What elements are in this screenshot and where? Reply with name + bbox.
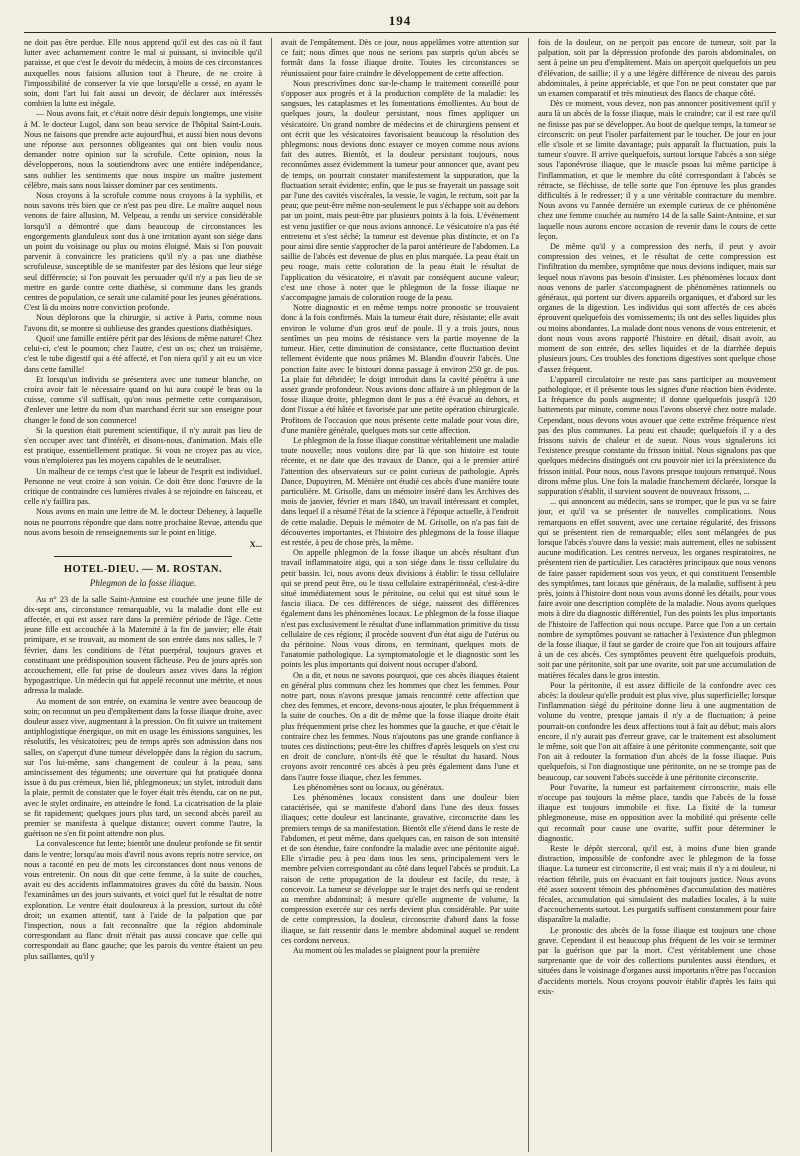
article-columns <box>24 38 776 1152</box>
paragraph: Nous prescrivîmes donc sur-le-champ le traitement conseillé pour s'opposer aux progrès et à la production complète de la maladie: les sangsues, les cataplasmes et les fomentations émollientes. Au bout de quelques jours, la douleur persistant, nous fîmes appliquer un vésicatoire. Un grand nombre de médecins et de chirurgiens pensent et ont écrit que les vésicatoires favorisaient beaucoup la résolution des phlegmons: nous devions donc essayer ce moyen comme nous avions fait des autres. Bientôt, et la douleur persistant toujours, nous reconnûmes assez évidemment la tumeur pour annoncer que, avant peu de temps, on pourrait constater manifestement la suppuration, que la fluctuation serait évidente; enfin, que le pus se frayerait un passage soit par l'une des cavités viscérales, la vessie, le vagin, le rectum, soit par la peau; que peut-être même non-seulement le pus s'échappe soit au dehors par un point, mais peut-être par plusieurs points à la fois. L'événement est venu justifier ce que nous avions annoncé. Le vésicatoire n'a pas été entretenu et s'est séché; la tumeur est devenue plus distincte, et on l'a pour ainsi dire sentie s'approcher de la paroi antérieure de l'abdomen. La saillie de l'abcès est devenue de plus en plus marquée. La peau était un peu rouge, mais cette coloration de la peau était le résultat de l'application du vésicatoire, et n'avait par conséquent aucune valeur; c'est une chose à noter que le phlegmon de la fosse iliaque ne s'accompagne jamais de coloration rouge de la peau. <box>281 78 519 303</box>
paragraph: Nous croyons à la scrofule comme nous croyons à la syphilis, et nous savons très bien que ce n'est pas peu dire. Le maître auquel nous venons de faire allusion, M. Velpeau, a rendu un service considérable lorsqu'il a démontré que dans beaucoup de circonstances les engorgements glanduleux sont dus à une irritation ayant son siége dans un point du voisinage ou plus ou moins éloigné. Mais si l'on pouvait parvenir à convaincre les praticiens qu'il n'y a pas une diathèse scrofuleuse, susceptible de se manifester par des lésions que leur siége seul différencie; si l'on pouvait les persuader qu'il n'y a pas lieu de se mettre en garde contre cette diathèse, si commune dans les grands centres de population, ce serait une calamité pour les jeunes générations. C'est là du moins notre conviction profonde. <box>24 191 262 313</box>
paragraph: Reste le dépôt stercoral, qu'il est, à moins d'une bien grande distraction, impossible de confondre avec le phlegmon de la fosse iliaque. La tumeur est circonscrite, il est vrai; mais il n'y a ni douleur, ni réaction fébrile, puis on évacuant en fait toujours justice. Nous avons été assez souvent témoin des phénomènes d'accumulation des matières fécales, accumulation qui simulaient des maladies locales, à la suite d'accouchements surtout. Les purgatifs suffisent constamment pour faire disparaître la maladie. <box>538 844 776 925</box>
column-1 <box>24 38 262 1152</box>
paragraph: Pour l'ovarite, la tumeur est parfaitement circonscrite, mais elle n'occupe pas toujours la même place, tandis que l'abcès de la fosse iliaque est toujours immobile et fixe. La fixité de la tumeur phlegmoneuse, mise en opposition avec la mobilité qui présente celle qui reconnaît pour cause une ovarite, suffit pour déterminer le diagnostic. <box>538 782 776 843</box>
paragraph: Le phlegmon de la fosse iliaque constitue véritablement une maladie toute nouvelle; nous voulons dire par là que son histoire est toute récente, et ne date que des travaux de Dance, qui a le premier attiré l'attention des observateurs sur ce point curieux de pathologie. Après Dance, Dupuytren, M. Ménière ont étudié ces abcès d'une manière toute particulière. M. Grisolle, dans un mémoire inséré dans les Archives des mois de janvier, février et mars 1840, un travail intéressant et complet, dans lequel il a résumé l'état de la science à l'époque actuelle, à l'endroit de cette maladie. Depuis le mémoire de M. Grisolle, on n'a pas fait de découvertes importantes, et l'histoire des phlegmons de la fosse iliaque est restée, à peu de chose près, la même. <box>281 435 519 547</box>
paragraph: Nous avons en main une lettre de M. le docteur Debeney, à laquelle nous ne pourrons répondre que dans notre prochaine Revue, attendu que nous avons besoin de renseignements sur le point en litige. <box>24 507 262 537</box>
page-number: 194 <box>388 13 412 28</box>
paragraph: L'appareil circulatoire ne reste pas sans participer au mouvement pathologique, et il présente tous les signes d'une réaction bien évidente. La fréquence du pouls augmente; il donne quelquefois jusqu'à 120 battements par minute, comme nous l'avons observé chez notre malade. Cependant, nous devons vous avouer que cette extrême fréquence n'est pas des plus communes. La peau est chaude; quelquefois il y a des frissons suivis de chaleur et de sueur. Nous vous signalerons ici l'existence presque constante du frisson initial. Nous signalons pas que quelques médecins distingués ont cru pouvoir nier ici la préexistence du frisson initial. Pour nous, nous l'avons presque toujours remarqué. Nous dirons même plus. Une fois la maladie franchement déclarée, lorsque la suppuration s'établit, il survient souvent de nouveaux frissons, ... <box>538 374 776 496</box>
paragraph: Les phénomènes locaux consistent dans une douleur bien caractérisée, qui se manifeste d'abord dans l'une des deux fosses iliaques; cette douleur est lancinante, gravative, circonscrite dans les premiers temps de sa manifestation. Bientôt elle s'étend dans le reste de l'abdomen, et peut même, dans quelques cas, en raison de son intensité et de son étendue, faire confondre la maladie avec une péritonite aiguë. Elle s'irradie peu à peu dans tous les sens, principalement vers le membre pelvien correspondant au côté dans lequel l'abcès se produit. La raison de cette propagation de la douleur est facile, du reste, à concevoir. La tumeur se développe sur le trajet des nerfs qui se rendent au membre abdominal; à mesure qu'elle augmente de volume, la compression exercée sur ces nerfs devient plus considérable. Par suite de cette compression, la douleur, circonscrite d'abord dans la fosse iliaque, se fait ressentir dans le membre abdominal auquel se rendent ces cordons nerveux. <box>281 793 519 945</box>
paragraph: Au moment où les malades se plaignent pour la première <box>293 946 480 956</box>
paragraph: On appelle phlegmon de la fosse iliaque un abcès résultant d'un travail inflammatoire aigu, qui a son siége dans le tissu cellulaire du petit bassin. Ici, nous avons deux divisions à établir: le tissu cellulaire qui se prend peut être, ou le tissu cellulaire extrapéritonéal, c'est-à-dire situé immédiatement sous le péritoine, ou celui qui est situé sous le fascia iliaca. De ces différences de siége, naissent des différences également dans les phénomènes locaux. Le phlegmon de la fosse iliaque n'est pas exclusivement le résultat d'une inflammation primitive du tissu cellulaire de ces régions; il procède souvent d'un état aigu de l'utérus ou du péritoine. Nous vous dirons, en terminant, quelques mots de l'anatomie pathologique. La symptomatologie et le diagnostic sont les points les plus importants qui doivent nous occuper d'abord. <box>281 548 519 670</box>
paragraph: Le pronostic des abcès de la fosse iliaque est toujours une chose grave. Cependant il est beaucoup plus fréquent de les voir se terminer par la guérison que par la mort. C'est véritablement une chose surprenante que de voir des collections purulentes aussi étendues, et situées dans le voisinage d'organes aussi importants n'être pas l'occasion d'accidents mortels. Nous croyons pouvoir établir d'après les faits qui exis- <box>538 925 776 996</box>
author-signature: X... <box>249 539 262 549</box>
page-header <box>24 10 776 33</box>
paragraph: De même qu'il y a compression des nerfs, il peut y avoir compression des veines, et le résultat de cette compression est l'infiltration du membre, symptôme que nous devions indiquer, mais sur lequel nous n'avons pas besoin d'insister. Les phénomènes locaux dont nous venons de parler s'accompagnent de phénomènes rationnels ou généraux, qui portent sur divers appareils organiques, et d'abord sur les organes de la digestion. Les individus qui sont affectés de ces abcès éprouvent quelquefois des vomissements; ils ont des selles liquides plus ou moins abondantes. La malade dont nous venons de vous entretenir, et dont nous vous avons rapporté l'histoire en détail, disait avoir, au moment de son entrée, des selles liquides et de la diarrhée depuis plusieurs jours. Ces troubles des fonctions digestives sont quelque chose d'assez fréquent. <box>538 242 776 374</box>
paragraph: fois de la douleur, on ne perçoit pas encore de tumeur, soit par la palpation, soit par la dépression profonde des parois abdominales, on sent à peine un peu d'empâtement. Mais on aperçoit quelquefois un peu d'élévation, de saillie; il y a une légère différence de niveau des parois abdominales, à peine appréciable, et que l'on ne peut constater que par un examen comparatif et très minutieux des flancs de chaque côté. <box>538 38 776 99</box>
section-title: HOTEL-DIEU. — M. ROSTAN. <box>63 564 223 576</box>
paragraph: On a dit, et nous ne savons pourquoi, que ces abcès iliaques étaient en général plus communs chez les hommes que chez les femmes. Pour notre part, nous n'avons presque jamais rencontré cette affection que chez des femmes, et encore, devons-nous ajouter, le plus fréquemment à la suite de couches. On a dit de même que la fosse iliaque droite était plus fréquemment prise chez les hommes que la gauche, et que c'était le contraire chez les femmes. Nous n'ajoutons pas une grande confiance à toutes ces distinctions; peut-être les chiffres d'après lesquels on s'est cru en droit de conclure, n'ont-ils été que le résultat du hasard. Nous croyons avoir rencontré ces abcès à peu près également dans l'une et dans l'autre fosse iliaque, chez les femmes. <box>281 670 519 782</box>
paragraph: avait de l'empâtement. Dès ce jour, nous appelâmes votre attention sur ce fait; nous dîmes que nous ne serions pas surpris qu'un abcès se formât dans la fosse iliaque droite. Toutes les circonstances se réunissaient pour faire craindre le développement de cette affection. <box>281 38 519 78</box>
column-divider <box>528 38 529 1152</box>
paragraph: Quoi! une famille entière périt par des lésions de même nature! Chez celui-ci, c'est le poumon; chez l'autre, c'est un os; chez un troisième, c'est le tube digestif qui a été affecté, et l'on niera qu'il y ait eu un vice dans cette famille! <box>24 333 262 374</box>
paragraph: Au n° 23 de la salle Saint-Antoine est couchée une jeune fille de dix-sept ans, circonstance remarquable, vu la maladie dont elle est affectée, et qui est assez rare dans la première période de l'âge. Cette jeune fille est accouchée à la Maternité à la fin de janvier; elle était primipare, et se trouvait, au moment de son entrée dans nos salles, le 7 février, dans les conditions de l'état puerpéral, toujours graves et constituant une prédisposition souvent fâcheuse. Peu de jours après son accouchement, elle fut prise de douleurs assez vives dans la région hypogastrique. Un médecin qui fut appelé reconnut une métrite, et nous adressa la malade. <box>24 594 262 696</box>
paragraph: Et lorsqu'un individu se présentera avec une tumeur blanche, on croira avoir fait le nécessaire quand on lui aura coupé le bras ou la cuisse, comme s'il suffisait, qu'on nous permette cette comparaison, d'enlever une lettre du nom d'un marchand écrit sur son enseigne pour changer le fond de son commerce! <box>24 374 262 425</box>
paragraph: Au moment de son entrée, on examina le ventre avec beaucoup de soin; on reconnut un peu d'empâtement dans la fosse iliaque droite, avec douleur assez vive, augmentant à la pression. On fit suivre un traitement antiphlogistique énergique, on mit en usage les émissions sanguines, les résolutifs, les vésicatoires; peu de temps après son admission dans nos salles, on s'aperçut d'une tumeur développée dans la région du sacrum, sur l'os lui-même, sans changement de couleur à la peau, sans amincissement des téguments; une ouverture qui fut pratiquée donna issue à du pus crémeux, bien lié, phlegmoneux; un stylet, introduit dans la plaie, permit de constater que le foyer était très étendu, car on ne put, avec le stylet ordinaire, en atteindre le fond. La cicatrisation de la plaie se fit rapidement; quelques jours plus tard, un second abcès pareil au premier se manifesta à quelque distance; ouvert comme l'autre, la guérison ne s'en fit point attendre non plus. <box>24 696 262 839</box>
paragraph: Pour la péritonite, il est assez difficile de la confondre avec ces abcès: la douleur qu'elle produit est plus vive, plus superficielle; lorsque l'inflammation siégé du péritoine donne lieu à une augmentation de volume du ventre, presque jamais il n'y a de fluctuation; à peine pourrait-on confondre les deux affections tout à fait au début; mais alors encore, il n'y aurait pas d'erreur grave, car le traitement est absolument le même, soit que l'on ait affaire à une péritonite commençante, soit que l'on ait à redouter la formation d'un abcès de la fosse iliaque. Puis quelquefois, si l'on diagnostique une péritonite, on ne se trompe pas de beaucoup, car souvent l'abcès succède à une péritonite circonscrite. <box>538 680 776 782</box>
paragraph: Dès ce moment, vous devez, non pas annoncer positivement qu'il y aura là un abcès de la fosse iliaque, mais le craindre; car il est rare qu'il ne finisse pas par se développer. Au bout de quelque temps, la tumeur se circonscrit: on peut l'isoler parfaitement par le toucher. De jour en jour elle s'isole et se limite davantage; puis apparaît la fluctuation, puis la tumeur s'ouvre. Il arrive quelquefois, surtout lorsque l'abcès a son siége sous l'aponévrose iliaque, que le muscle psoas lui même participe à l'inflammation, et que le membre du côté correspondant à l'abcès se rétracte, se fléchisse, de telle sorte que l'on éprouve les plus grandes difficultés à le redresser; il y a une véritable contracture du membre. Nous avons vu l'année dernière un exemple curieux de ce phénomène chez une femme couchée au numéro 14 de la salle Saint-Antoine, et sur laquelle nous aurons encore occasion de revenir dans le cours de cette leçon. <box>538 99 776 241</box>
section-divider <box>54 556 232 557</box>
section-subtitle: Phlegmon de la fosse iliaque. <box>89 578 197 589</box>
paragraph: Les phénomènes sont ou locaux, ou généraux. <box>293 782 444 792</box>
paragraph: Nous déplorons que la chirurgie, si active à Paris, comme nous l'avons dit, se montre si oublieuse des grandes questions diathésiques. <box>24 313 262 333</box>
paragraph: Un malheur de ce temps c'est que le labeur de l'esprit est individuel. Personne ne veut croire à son voisin. Ce doit être donc l'œuvre de la critique de contraindre ces lumières rivales à se rejoindre en faisceau, et celle n'y faillira pas. <box>24 466 262 507</box>
column-divider <box>271 38 272 1152</box>
paragraph: ... qui annoncent au médecin, sans se tromper, que le pus va se faire jour, et qu'il va se présenter de nouvelles complications. Nous remarquons en effet souvent, avec une certaine régularité, des frissons qui se présentent rien de remarquable; elles sont mélangées de pus lorsque l'abcès s'ouvre dans la vessie: mais autrement, elles ne subissent aucune modification. Les centres nerveux, les organes respiratoires, ne présentent rien de particulier. Les caractères principaux que nous venons de faire passer rapidement sous vos yeux, et qui constituent l'ensemble des symptômes, tant locaux que généraux, de la maladie, suffisent à peu près, joints à l'histoire dont nous vous avons donné les détails, pour vous faire avoir une description complète de la maladie. Nous avons quelques mots à dire du diagnostic différentiel, l'un des points les plus importants de l'histoire de l'affection qui nous occupe. Parce que l'on a un certain nombre de symptômes pouvant se rattacher à l'existence d'un phlegmon de la fosse iliaque, il faut se garder de croire que l'on ait toujours affaire à un de ces abcès. Ces symptômes peuvent être quelquefois produits, soit par une péritonite, soit par une ovarite, soit par une accumulation de matières fécales dans le gros intestin. <box>538 497 776 680</box>
paragraph: Si la question était purement scientifique, il n'y aurait pas lieu de s'en occuper avec tant d'intérêt, et disons-nous, d'animation. Mais elle est pratique, essentiellement pratique. Si vous ne croyez pas au vice, vous n'emploierez pas les moyens capables de le neutraliser. <box>24 425 262 466</box>
column-3 <box>538 38 776 1152</box>
paragraph: — Nous avons fait, et c'était notre désir depuis longtemps, une visite à M. le docteur Lugol, dans son beau service de l'hôpital Saint-Louis. Nous ne faisons que prendre acte aujourd'hui, et aussi bien nous devons une réponse aux personnes obligeantes qui ont bien voulu nous demander notre opinion sur la scrofule. Cette opinion, nous la développerons, nous la soutiendrons avec une entière indépendance, sans oublier les sentiments que nous inspire un maître justement célèbre, mais sans nous laisser dominer par ces sentiments. <box>24 109 262 190</box>
paragraph: Notre diagnostic et en même temps notre pronostic se trouvaient donc à la fois confirmés. Mais la tumeur était dure, résistante; elle avait environ le volume d'un gros œuf de poule. Il y a trois jours, nous sentîmes un peu moins de résistance vers la partie moyenne de la tumeur. Hier, cette diminution de consistance, cette fluctuation devint tellement évidente que nous priâmes M. Blandin d'ouvrir l'abcès. Une ponction faite avec le bistouri donna passage à environ 250 gr. de pus. La plaie fut débridée; le doigt introduit dans la cavité pénétra à une assez grande profondeur. Nous avions donc affaire à un phlegmon de la fosse iliaque droite, phlegmon dont le pus a été évacué au dehors, et dont l'issue a été hâtée et favorisée par une petite opération chirurgicale. Profitons de l'occasion que nous présente cette malade pour vous dire, d'une manière générale, quelques mots sur cette affection. <box>281 303 519 435</box>
paragraph: La convalescence fut lente; bientôt une douleur profonde se fit sentir dans le ventre; lorsqu'au mois d'avril nous avons repris notre service, on nous a raconté en peu de mots les circonstances dont nous venons de vous entretenir. On nous dit que cette femme, à la suite de couches, avait eu des accidents inflammatoires graves du côté du bassin. Nous l'examinâmes un des jours suivants, et voici quel fut le résultat de notre exploration. Le ventre était douloureux à la pression, surtout du côté droit; un examen attentif, tant à l'aide de la palpation que par l'inspection, nous a fait reconnaître que la région abdominale correspondant au flanc droit n'était pas aussi concave que celle qui correspondait au flanc gauche; que les parois du ventre étaient un peu plus saillantes, qu'il y <box>24 839 262 961</box>
column-2 <box>281 38 519 1152</box>
paragraph: ne doit pas être perdue. Elle nous apprend qu'il est des cas où il faut lutter avec acharnement contre le mal si puissant, si invincible qu'il paraisse, et que c'est le devoir du médecin, à moins de ces circonstances auxquelles nous faisions allusion tout à l'heure, de ne croire à l'impossibilité de conserver la vie que lorsqu'elle a cessé, en ayant le soin, dont l'art lui fait aussi un devoir, de déclarer aux intéressés combien la lutte est inégale. <box>24 38 262 109</box>
